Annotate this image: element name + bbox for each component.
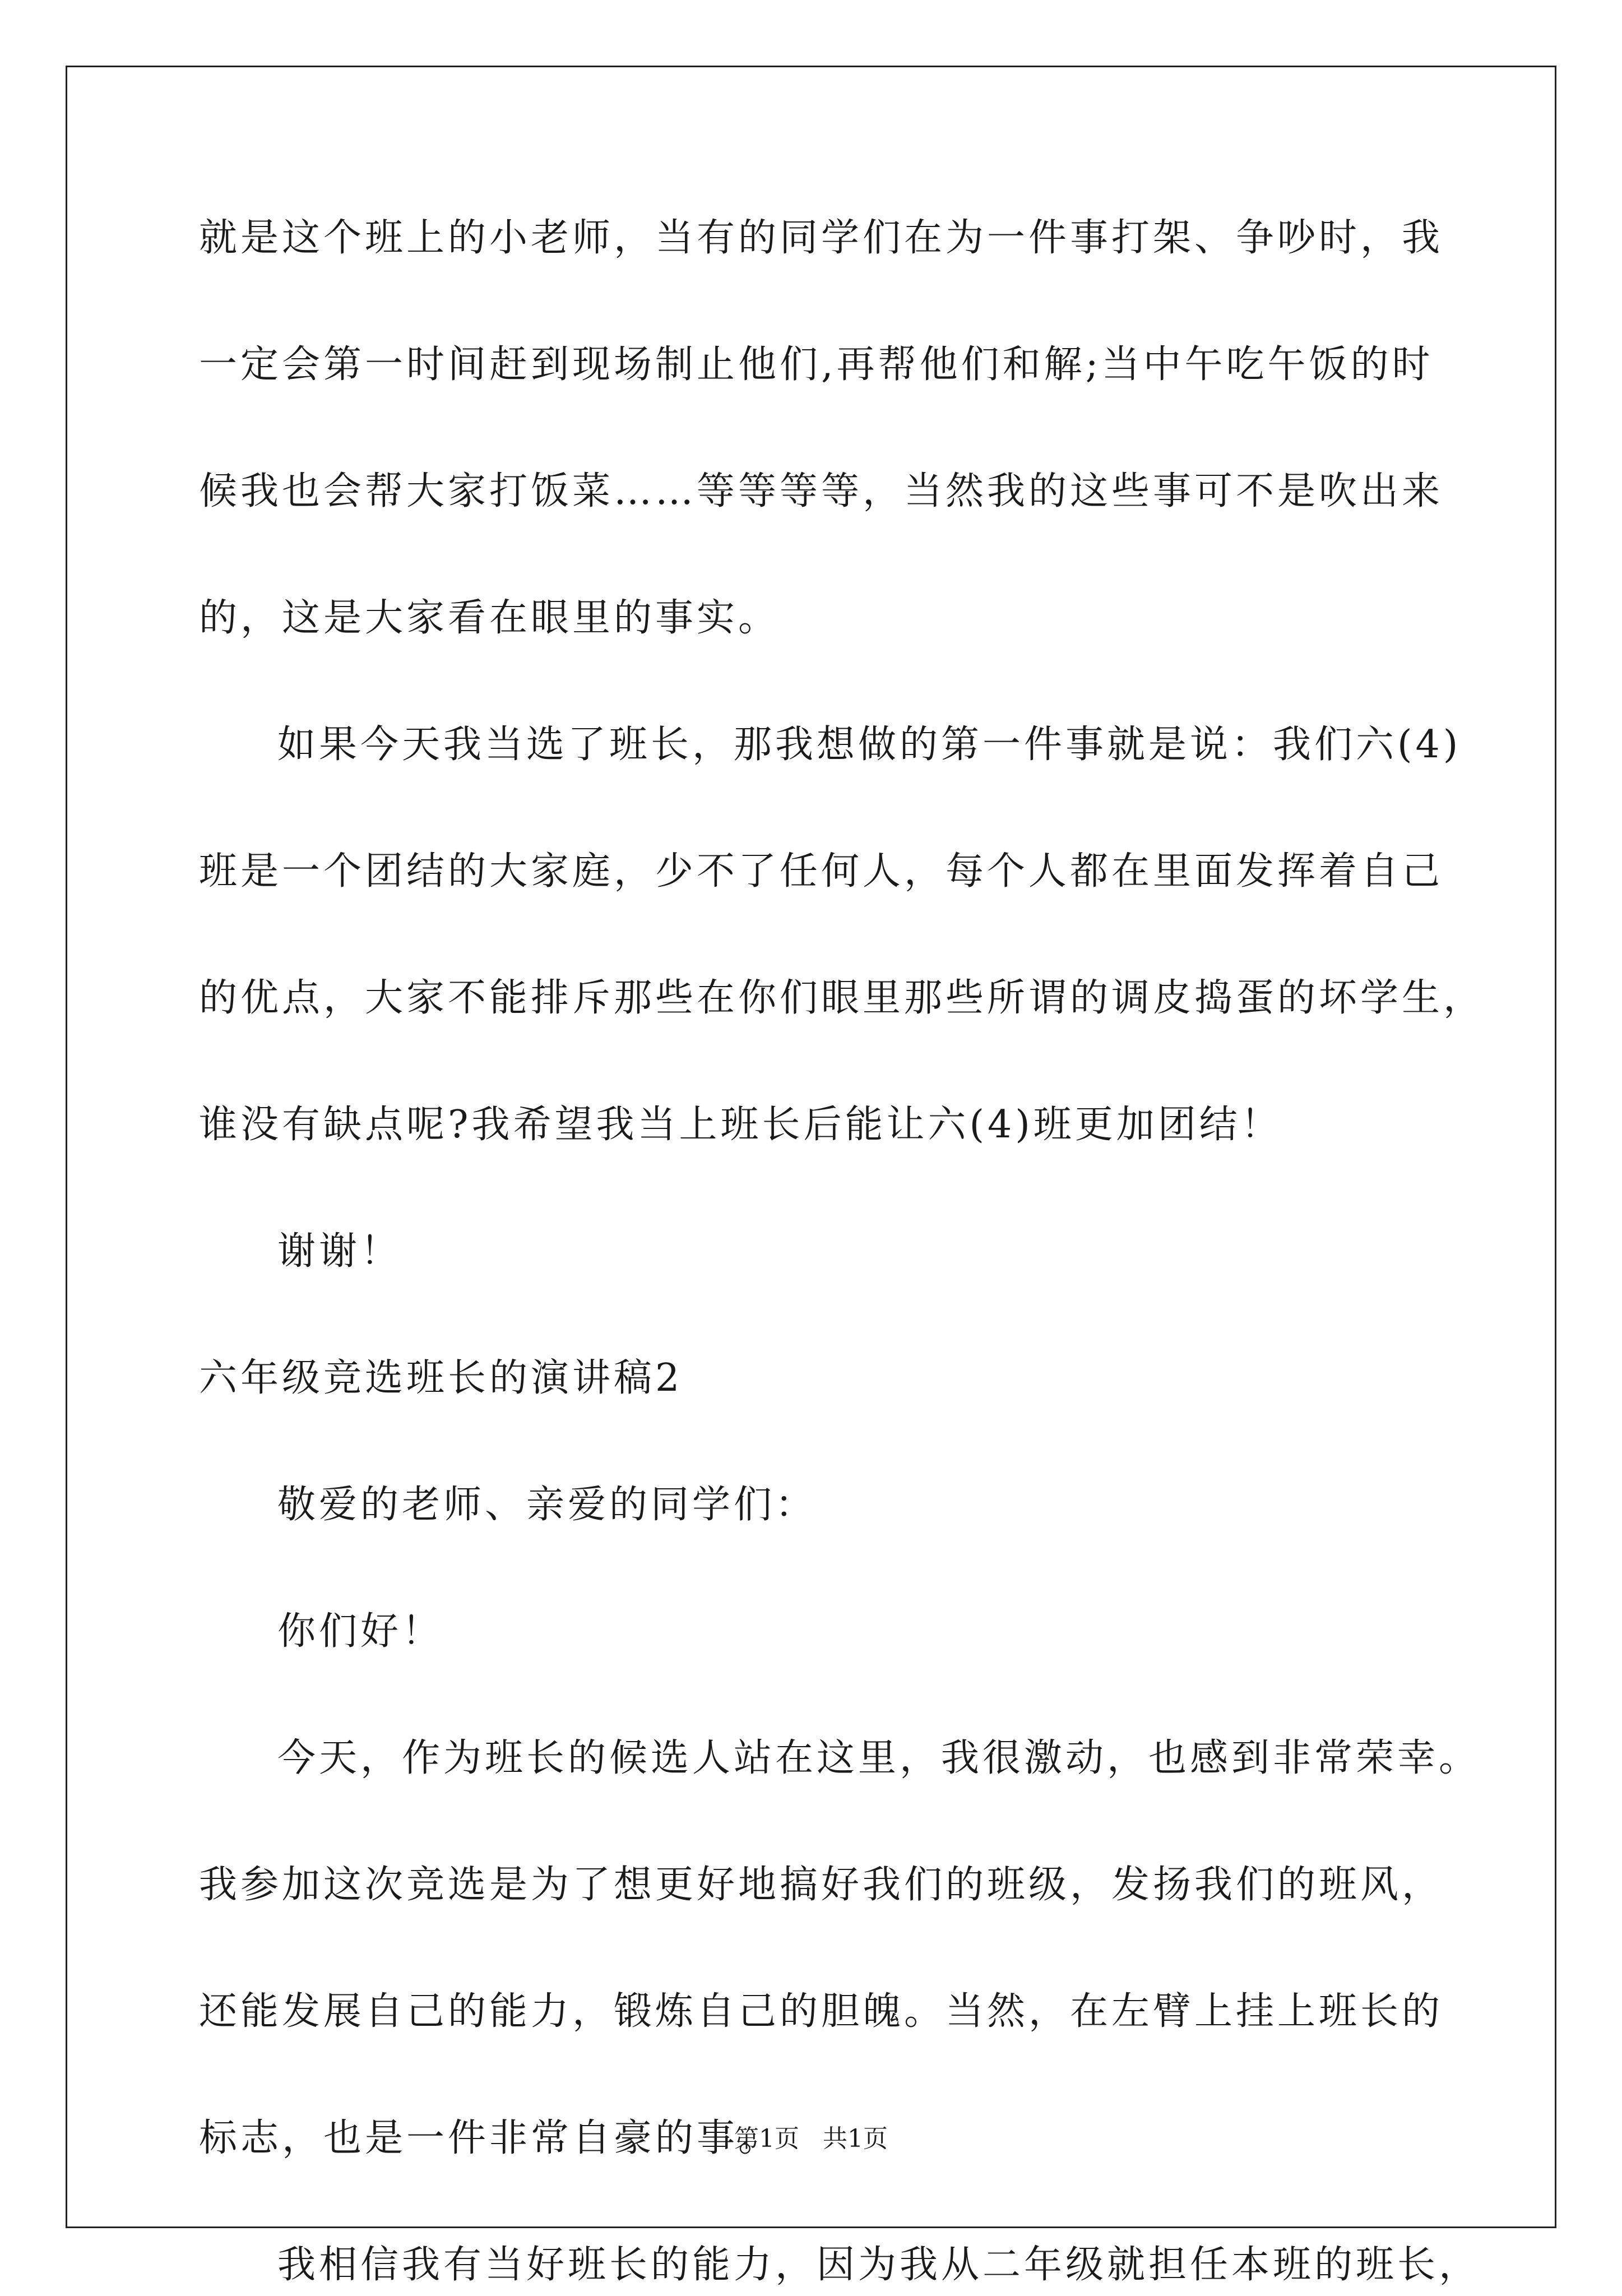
section-title: 六年级竞选班长的演讲稿2	[199, 1356, 683, 1400]
text-line: 就是这个班上的小老师，当有的同学们在为一件事打架、争吵时，我	[199, 216, 1444, 260]
text-line: 谁没有缺点呢?我希望我当上班长后能让六(4)班更加团结！	[199, 1103, 1282, 1147]
text-line: 你们好！	[277, 1609, 444, 1654]
text-line: 谢谢！	[277, 1229, 402, 1274]
text-line: 如果今天我当选了班长，那我想做的第一件事就是说：我们六(4)	[277, 723, 1462, 767]
text-line: 的优点，大家不能排斥那些在你们眼里那些所谓的调皮捣蛋的坏学生，	[199, 976, 1485, 1020]
text-line: 的，这是大家看在眼里的事实。	[199, 596, 780, 640]
text-line: 我参加这次竞选是为了想更好地搞好我们的班级，发扬我们的班风，	[199, 1863, 1444, 1907]
text-line: 班是一个团结的大家庭，少不了任何人，每个人都在里面发挥着自己	[199, 849, 1444, 894]
text-line: 标志，也是一件非常自豪的事。	[199, 2116, 780, 2160]
text-line: 敬爱的老师、亲爱的同学们：	[277, 1483, 817, 1527]
text-line: 今天，作为班长的候选人站在这里，我很激动，也感到非常荣幸。	[277, 1736, 1481, 1780]
text-line: 候我也会帮大家打饭菜……等等等等，当然我的这些事可不是吹出来	[199, 469, 1444, 513]
text-line: 我相信我有当好班长的能力，因为我从二年级就担任本班的班长，	[277, 2243, 1481, 2287]
page-footer: 第1页 共1页	[734, 2124, 888, 2153]
text-line: 一定会第一时间赶到现场制止他们,再帮他们和解;当中午吃午饭的时	[199, 342, 1434, 387]
text-line: 还能发展自己的能力，锻炼自己的胆魄。当然，在左臂上挂上班长的	[199, 1989, 1444, 2034]
